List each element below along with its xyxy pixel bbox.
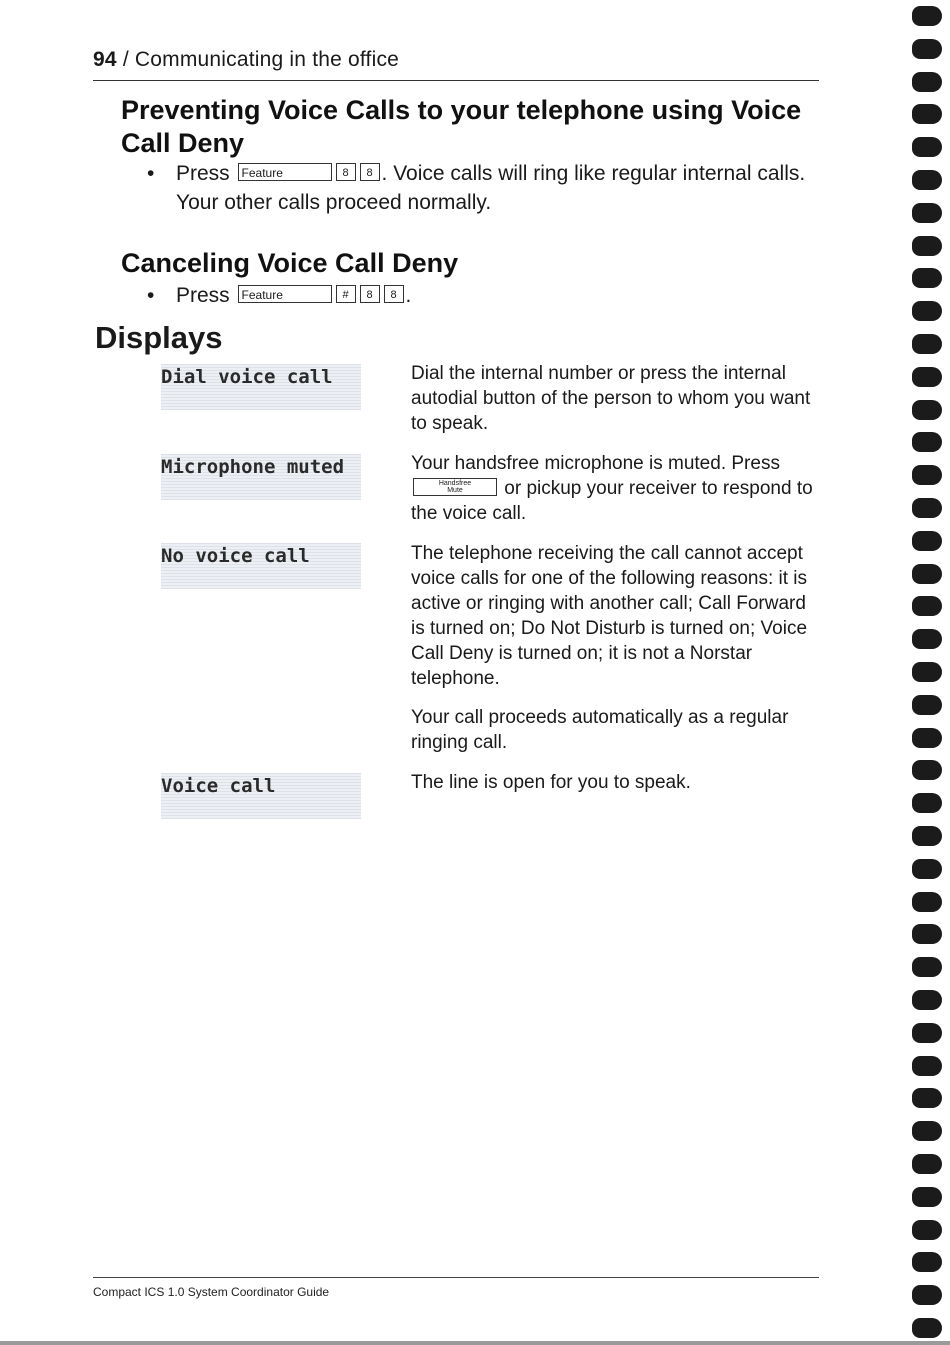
binding-ring xyxy=(912,1252,942,1272)
spiral-binding xyxy=(906,0,950,1345)
binding-ring xyxy=(912,170,942,190)
section-title-canceling: Canceling Voice Call Deny xyxy=(121,248,459,278)
binding-ring xyxy=(912,203,942,223)
binding-ring xyxy=(912,301,942,321)
binding-ring xyxy=(912,1154,942,1174)
binding-ring xyxy=(912,1088,942,1108)
bullet-period: . xyxy=(405,284,412,307)
press-label: Press xyxy=(176,284,230,307)
feature-key: Feature xyxy=(238,285,332,303)
binding-ring xyxy=(912,6,942,26)
binding-ring xyxy=(912,629,942,649)
lcd-display xyxy=(161,543,361,589)
digit-key-8: 8 xyxy=(360,163,380,181)
page-number: 94 xyxy=(93,48,117,71)
binding-ring xyxy=(912,465,942,485)
binding-ring xyxy=(912,662,942,682)
lcd-text: Dial voice call xyxy=(161,366,333,388)
chapter-title: / Communicating in the office xyxy=(122,48,400,71)
binding-ring xyxy=(912,826,942,846)
binding-ring xyxy=(912,137,942,157)
bullet-text xyxy=(176,281,816,310)
display-description xyxy=(411,451,816,526)
binding-ring xyxy=(912,1285,942,1305)
digit-key-8: 8 xyxy=(336,163,356,181)
digit-key-8: 8 xyxy=(384,285,404,303)
binding-ring xyxy=(912,1318,942,1338)
description-text: Your handsfree microphone is muted. Press xyxy=(411,453,780,474)
lcd-text: Voice call xyxy=(161,775,276,797)
bullet-description: . Voice calls will ring like regular internal calls. Your other calls proceed normally. xyxy=(176,162,806,214)
binding-ring xyxy=(912,859,942,879)
press-label: Press xyxy=(176,162,230,185)
feature-key: Feature xyxy=(238,163,332,181)
binding-ring xyxy=(912,498,942,518)
binding-ring xyxy=(912,334,942,354)
display-description: Dial the internal number or press the internal autodial button of the person to whom you want to speak. xyxy=(411,363,811,434)
key-label-top: Handsfree xyxy=(438,479,472,487)
binding-ring xyxy=(912,1056,942,1076)
page-header xyxy=(93,48,399,72)
binding-ring xyxy=(912,72,942,92)
binding-ring xyxy=(912,564,942,584)
bullet-dot: • xyxy=(147,284,155,307)
display-description: The telephone receiving the call cannot accept voice calls for one of the following reasons: it is active or ringing with another call; Call Forward is turned on; Do Not Disturb is turned on; Voice Call Deny is turned on; it is not a Norstar telephone. xyxy=(411,543,808,689)
header-rule xyxy=(93,80,819,81)
bullet-text xyxy=(176,159,816,217)
digit-key-8: 8 xyxy=(360,285,380,303)
display-description: The line is open for you to speak. xyxy=(411,772,691,793)
binding-ring xyxy=(912,531,942,551)
binding-ring xyxy=(912,104,942,124)
lcd-text: No voice call xyxy=(161,545,310,567)
binding-ring xyxy=(912,1121,942,1141)
binding-ring xyxy=(912,924,942,944)
lcd-text: Microphone muted xyxy=(161,456,345,478)
binding-ring xyxy=(912,760,942,780)
binding-ring xyxy=(912,957,942,977)
binding-ring xyxy=(912,695,942,715)
binding-ring xyxy=(912,39,942,59)
page-footer: Compact ICS 1.0 System Coordinator Guide xyxy=(93,1285,330,1299)
display-description-extra: Your call proceeds automatically as a regular ringing call. xyxy=(411,707,789,753)
lcd-display xyxy=(161,773,361,819)
binding-ring xyxy=(912,400,942,420)
binding-ring xyxy=(912,236,942,256)
binding-ring xyxy=(912,432,942,452)
pound-key: # xyxy=(336,285,356,303)
binding-ring xyxy=(912,596,942,616)
bullet-dot: • xyxy=(147,162,155,185)
binding-ring xyxy=(912,1023,942,1043)
description-text: or pickup your receiver to respond to the voice call. xyxy=(411,478,813,524)
binding-ring xyxy=(912,367,942,387)
lcd-display xyxy=(161,364,361,410)
binding-ring xyxy=(912,268,942,288)
section-title-preventing: Preventing Voice Calls to your telephone using Voice Call Deny xyxy=(121,95,802,158)
lcd-display xyxy=(161,454,361,500)
binding-ring xyxy=(912,892,942,912)
displays-heading: Displays xyxy=(95,320,223,355)
binding-ring xyxy=(912,1220,942,1240)
page-edge xyxy=(0,1341,950,1345)
key-label-bottom: Mute xyxy=(447,486,463,494)
binding-ring xyxy=(912,1187,942,1207)
binding-ring xyxy=(912,990,942,1010)
handsfree-mute-key xyxy=(413,478,497,496)
footer-rule xyxy=(93,1277,819,1278)
binding-ring xyxy=(912,728,942,748)
binding-ring xyxy=(912,793,942,813)
